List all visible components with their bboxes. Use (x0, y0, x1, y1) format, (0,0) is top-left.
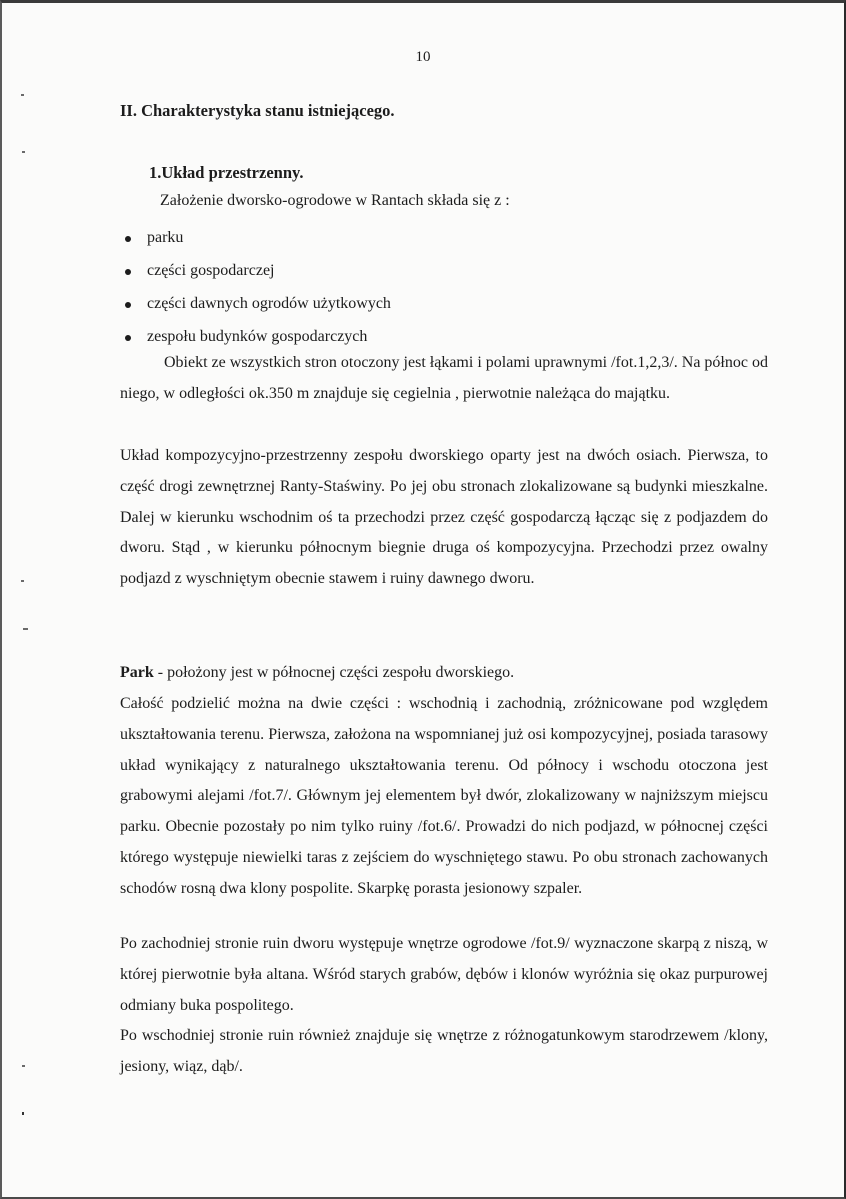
component-list (120, 227, 391, 359)
scan-speck (22, 1065, 25, 1067)
paragraph-park-intro (120, 658, 768, 689)
park-intro-text: - położony jest w północnej części zespołu dworskiego. (153, 664, 515, 681)
section-heading: II. Charakterystyka stanu istniejącego. (120, 101, 395, 120)
subsection-heading: 1.Układ przestrzenny. (149, 163, 304, 182)
scan-speck (23, 628, 28, 630)
scan-speck (22, 1112, 24, 1115)
scan-speck (21, 580, 24, 582)
paragraph-west-interior: Po zachodniej stronie ruin dworu występuje wnętrze ogrodowe /fot.9/ wyznaczone skarpą z niszą, w której pierwotnie była altana. Wśród starych grabów, dębów i klonów wyróżnia się okaz purpurowej odmiany buka pospolitego. (120, 935, 768, 1014)
list-item-text: parku (147, 229, 184, 246)
list-item (120, 260, 391, 293)
list-item-text: części dawnych ogrodów użytkowych (147, 295, 391, 312)
bullet-icon (125, 302, 131, 308)
list-item (120, 227, 391, 260)
bullet-icon (125, 335, 131, 341)
scan-speck (22, 151, 25, 153)
bullet-icon (125, 236, 131, 242)
bullet-icon (125, 269, 131, 275)
park-label: Park (120, 664, 154, 681)
paragraph-park-description: Całość podzielić można na dwie części : wschodnią i zachodnią, zróżnicowane pod względem ukształtowania terenu. Pierwsza, założona na wspomnianej już osi kompozycyjnej, posiada tarasowy układ wynikający z naturalnego ukształtowania terenu. Od północy i wschodu otoczona jest grabowymi alejami /fot.7/. Głównym jej elementem był dwór, zlokalizowany w najniższym miejscu parku. Obecnie pozostały po nim tylko ruiny /fot.6/. Prowadzi do nich podjazd, w północnej części którego występuje niewielki taras z zejściem do wyschniętego stawu. Po obu stronach zachowanych schodów rosną dwa klony pospolite. Skarpkę porasta jesionowy szpaler. (120, 695, 768, 897)
list-item-text: części gospodarczej (147, 262, 275, 279)
paragraph-east-interior: Po wschodniej stronie ruin również znajduje się wnętrze z różnogatunkowym starodrzewem /klony, jesiony, wiąz, dąb/. (120, 1027, 768, 1075)
scan-speck (21, 94, 24, 96)
intro-sentence: Założenie dworsko-ogrodowe w Rantach składa się z : (160, 192, 510, 209)
paragraph-surroundings: Obiekt ze wszystkich stron otoczony jest łąkami i polami uprawnymi /fot.1,2,3/. Na północ od niego, w odległości ok.350 m znajduje się cegielnia , pierwotnie należąca do majątku. (120, 354, 768, 402)
page-number: 10 (415, 49, 431, 65)
paragraph-layout-axes: Układ kompozycyjno-przestrzenny zespołu dworskiego oparty jest na dwóch osiach. Pierwsza, to część drogi zewnętrznej Ranty-Staświny. Po jej obu stronach zlokalizowane są budynki mieszkalne. Dalej w kierunku wschodnim oś ta przechodzi przez część gospodarczą łącząc się z podjazdem do dworu. Stąd , w kierunku północnym biegnie druga oś kompozycyjna. Przechodzi przez owalny podjazd z wyschniętym obecnie stawem i ruiny dawnego dworu. (120, 447, 768, 588)
list-item (120, 293, 391, 326)
list-item-text: zespołu budynków gospodarczych (147, 328, 368, 345)
